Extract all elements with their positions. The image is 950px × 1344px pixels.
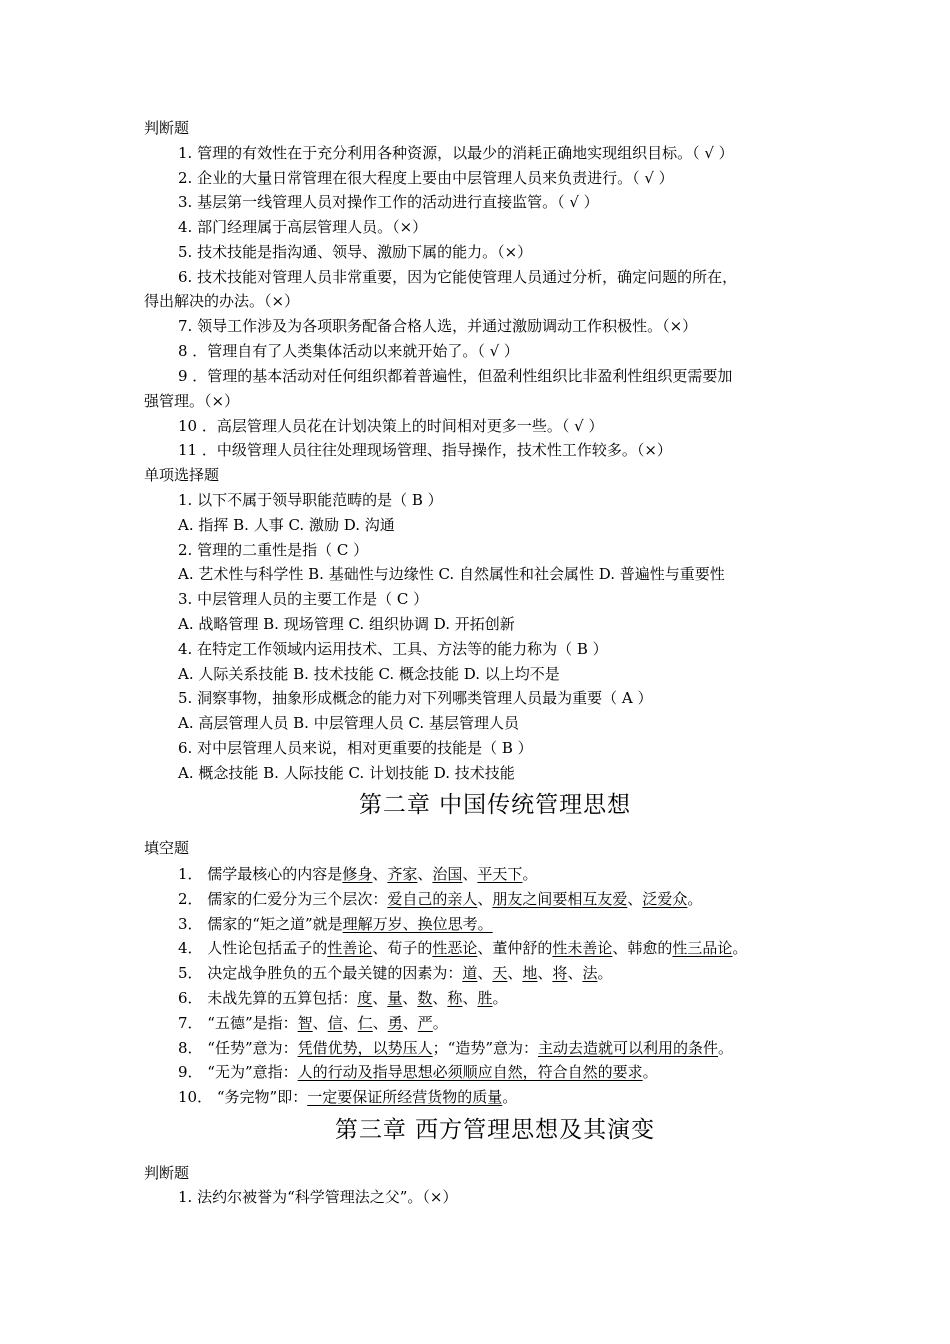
fill-text: 。 xyxy=(522,865,538,883)
tf-item-1: 1. 管理的有效性在于充分利用各种资源，以最少的消耗正确地实现组织目标。（ √ ） xyxy=(178,144,734,162)
fill-text: 、 xyxy=(477,890,493,908)
fill-item-6 xyxy=(178,988,507,1008)
fill-text: 。 xyxy=(732,939,748,957)
fill-answer: 一定要保证所经营货物的质量 xyxy=(307,1088,503,1106)
fill-answer: 量 xyxy=(387,989,403,1007)
fill-text: 、 xyxy=(372,865,388,883)
section-heading-fill-blank: 填空题 xyxy=(144,839,190,857)
ch3-tf-item-1: 1. 法约尔被誉为“科学管理法之父”。（×） xyxy=(178,1188,458,1206)
fill-item-4 xyxy=(178,938,747,958)
fill-text: 3． 儒家的“矩之道”就是 xyxy=(178,915,343,933)
fill-text: 。 xyxy=(718,1039,734,1057)
tf-item-5: 5. 技术技能是指沟通、领导、激励下属的能力。（×） xyxy=(178,243,533,261)
fill-text: 、 xyxy=(372,989,388,1007)
fill-answer: 道 xyxy=(462,964,478,982)
fill-text: 、 xyxy=(402,989,418,1007)
fill-text: 、 xyxy=(507,964,523,982)
fill-answer: 严 xyxy=(417,1014,433,1032)
fill-text: 。 xyxy=(642,1063,658,1081)
fill-answer: 天 xyxy=(492,964,508,982)
fill-answer: 爱自己的亲人 xyxy=(387,890,478,908)
fill-answer: 理解万岁、换位思考。 xyxy=(342,915,493,933)
fill-item-8 xyxy=(178,1038,733,1058)
mc-question-5: 5. 洞察事物，抽象形成概念的能力对下列哪类管理人员最为重要（ A ） xyxy=(178,689,653,707)
fill-item-2 xyxy=(178,889,702,909)
fill-item-7 xyxy=(178,1013,448,1033)
fill-text: 、荀子的 xyxy=(372,939,433,957)
fill-answer: 平天下 xyxy=(477,865,523,883)
fill-text: 9． “无为”意指： xyxy=(178,1063,298,1081)
fill-text: 。 xyxy=(492,989,508,1007)
fill-answer: 法 xyxy=(582,964,598,982)
fill-answer: 仁 xyxy=(357,1014,373,1032)
tf-item-6-continued: 得出解决的办法。（×） xyxy=(144,292,300,310)
fill-text: 。 xyxy=(687,890,703,908)
fill-answer: 人的行动及指导思想必须顺应自然，符合自然的要求 xyxy=(297,1063,643,1081)
fill-text: 、 xyxy=(402,1014,418,1032)
fill-answer: 数 xyxy=(417,989,433,1007)
fill-answer: 朋友之间要相互友爱 xyxy=(492,890,628,908)
tf-item-7: 7. 领导工作涉及为各项职务配备合格人选，并通过激励调动工作积极性。（×） xyxy=(178,317,698,335)
fill-text: 、 xyxy=(537,964,553,982)
mc-options-6: A. 概念技能 B. 人际技能 C. 计划技能 D. 技术技能 xyxy=(178,764,515,782)
fill-answer: 性未善论 xyxy=(552,939,613,957)
fill-text: 1． 儒学最核心的内容是 xyxy=(178,865,343,883)
fill-text: 7． “五德”是指： xyxy=(178,1014,298,1032)
tf-item-6: 6. 技术技能对管理人员非常重要，因为它能使管理人员通过分析，确定问题的所在， xyxy=(178,268,738,286)
mc-question-1: 1. 以下不属于领导职能范畴的是（ B ） xyxy=(178,491,443,509)
fill-text: 2． 儒家的仁爱分为三个层次： xyxy=(178,890,388,908)
tf-item-11: 11 ．中级管理人员往往处理现场管理、指导操作，技术性工作较多。（×） xyxy=(178,441,672,459)
fill-text: 、 xyxy=(477,964,493,982)
fill-answer: 性三品论 xyxy=(672,939,733,957)
mc-options-4: A. 人际关系技能 B. 技术技能 C. 概念技能 D. 以上均不是 xyxy=(178,665,560,683)
tf-item-9: 9 ．管理的基本活动对任何组织都着普遍性，但盈利性组织比非盈利性组织更需要加 xyxy=(178,367,733,385)
fill-text: 、 xyxy=(432,989,448,1007)
mc-question-2: 2. 管理的二重性是指（ C ） xyxy=(178,541,369,559)
section-heading-true-false: 判断题 xyxy=(144,119,190,137)
fill-item-1 xyxy=(178,864,537,884)
fill-text: 5． 决定战争胜负的五个最关键的因素为： xyxy=(178,964,463,982)
fill-text: 。 xyxy=(432,1014,448,1032)
fill-item-9 xyxy=(178,1062,658,1082)
fill-item-10 xyxy=(178,1087,517,1107)
fill-answer: 修身 xyxy=(342,865,373,883)
fill-text: 、 xyxy=(312,1014,328,1032)
fill-answer: 治国 xyxy=(432,865,463,883)
fill-text: 、 xyxy=(567,964,583,982)
tf-item-4: 4. 部门经理属于高层管理人员。（×） xyxy=(178,218,428,236)
fill-text: 、 xyxy=(372,1014,388,1032)
fill-answer: 将 xyxy=(552,964,568,982)
fill-answer: 凭借优势，以势压人 xyxy=(297,1039,433,1057)
mc-options-5: A. 高层管理人员 B. 中层管理人员 C. 基层管理人员 xyxy=(178,714,519,732)
fill-answer: 胜 xyxy=(477,989,493,1007)
fill-answer: 智 xyxy=(297,1014,313,1032)
mc-question-3: 3. 中层管理人员的主要工作是（ C ） xyxy=(178,590,429,608)
fill-text: 、韩愈的 xyxy=(612,939,673,957)
fill-answer: 性善论 xyxy=(327,939,373,957)
fill-text: 4． 人性论包括孟子的 xyxy=(178,939,328,957)
fill-text: 8． “任势”意为： xyxy=(178,1039,298,1057)
mc-question-6: 6. 对中层管理人员来说，相对更重要的技能是（ B ） xyxy=(178,739,533,757)
tf-item-3: 3. 基层第一线管理人员对操作工作的活动进行直接监管。（ √ ） xyxy=(178,193,599,211)
fill-text: 、 xyxy=(462,865,478,883)
mc-options-2: A. 艺术性与科学性 B. 基础性与边缘性 C. 自然属性和社会属性 D. 普遍性与重要性 xyxy=(178,565,725,583)
fill-answer: 泛爱众 xyxy=(642,890,688,908)
mc-options-1: A. 指挥 B. 人事 C. 激励 D. 沟通 xyxy=(178,516,395,534)
tf-item-8: 8 ．管理自有了人类集体活动以来就开始了。（ √ ） xyxy=(178,342,519,360)
mc-options-3: A. 战略管理 B. 现场管理 C. 组织协调 D. 开拓创新 xyxy=(178,615,515,633)
fill-text: ；“造势”意为： xyxy=(432,1039,539,1057)
tf-item-9-continued: 强管理。（×） xyxy=(144,392,240,410)
section-heading-true-false-ch3: 判断题 xyxy=(144,1164,190,1182)
chapter-3-title: 第三章 西方管理思想及其演变 xyxy=(334,1117,656,1143)
fill-text: 6． 未战先算的五算包括： xyxy=(178,989,358,1007)
fill-text: 、董仲舒的 xyxy=(477,939,553,957)
fill-text: 、 xyxy=(342,1014,358,1032)
fill-text: 。 xyxy=(597,964,613,982)
fill-answer: 主动去造就可以利用的条件 xyxy=(538,1039,719,1057)
tf-item-10: 10 ．高层管理人员花在计划决策上的时间相对更多一些。（ √ ） xyxy=(178,417,604,435)
fill-answer: 地 xyxy=(522,964,538,982)
section-heading-single-choice: 单项选择题 xyxy=(144,466,220,484)
tf-item-2: 2. 企业的大量日常管理在很大程度上要由中层管理人员来负责进行。（ √ ） xyxy=(178,169,674,187)
mc-question-4: 4. 在特定工作领域内运用技术、工具、方法等的能力称为（ B ） xyxy=(178,640,608,658)
fill-text: 、 xyxy=(627,890,643,908)
fill-answer: 信 xyxy=(327,1014,343,1032)
fill-item-5 xyxy=(178,963,612,983)
fill-answer: 称 xyxy=(447,989,463,1007)
fill-text: 10． “务完物”即： xyxy=(178,1088,308,1106)
fill-answer: 齐家 xyxy=(387,865,418,883)
fill-item-3 xyxy=(178,914,493,934)
fill-answer: 性恶论 xyxy=(432,939,478,957)
fill-answer: 勇 xyxy=(387,1014,403,1032)
chapter-2-title: 第二章 中国传统管理思想 xyxy=(358,792,632,818)
fill-text: 、 xyxy=(462,989,478,1007)
fill-text: 。 xyxy=(502,1088,518,1106)
fill-answer: 度 xyxy=(357,989,373,1007)
fill-text: 、 xyxy=(417,865,433,883)
